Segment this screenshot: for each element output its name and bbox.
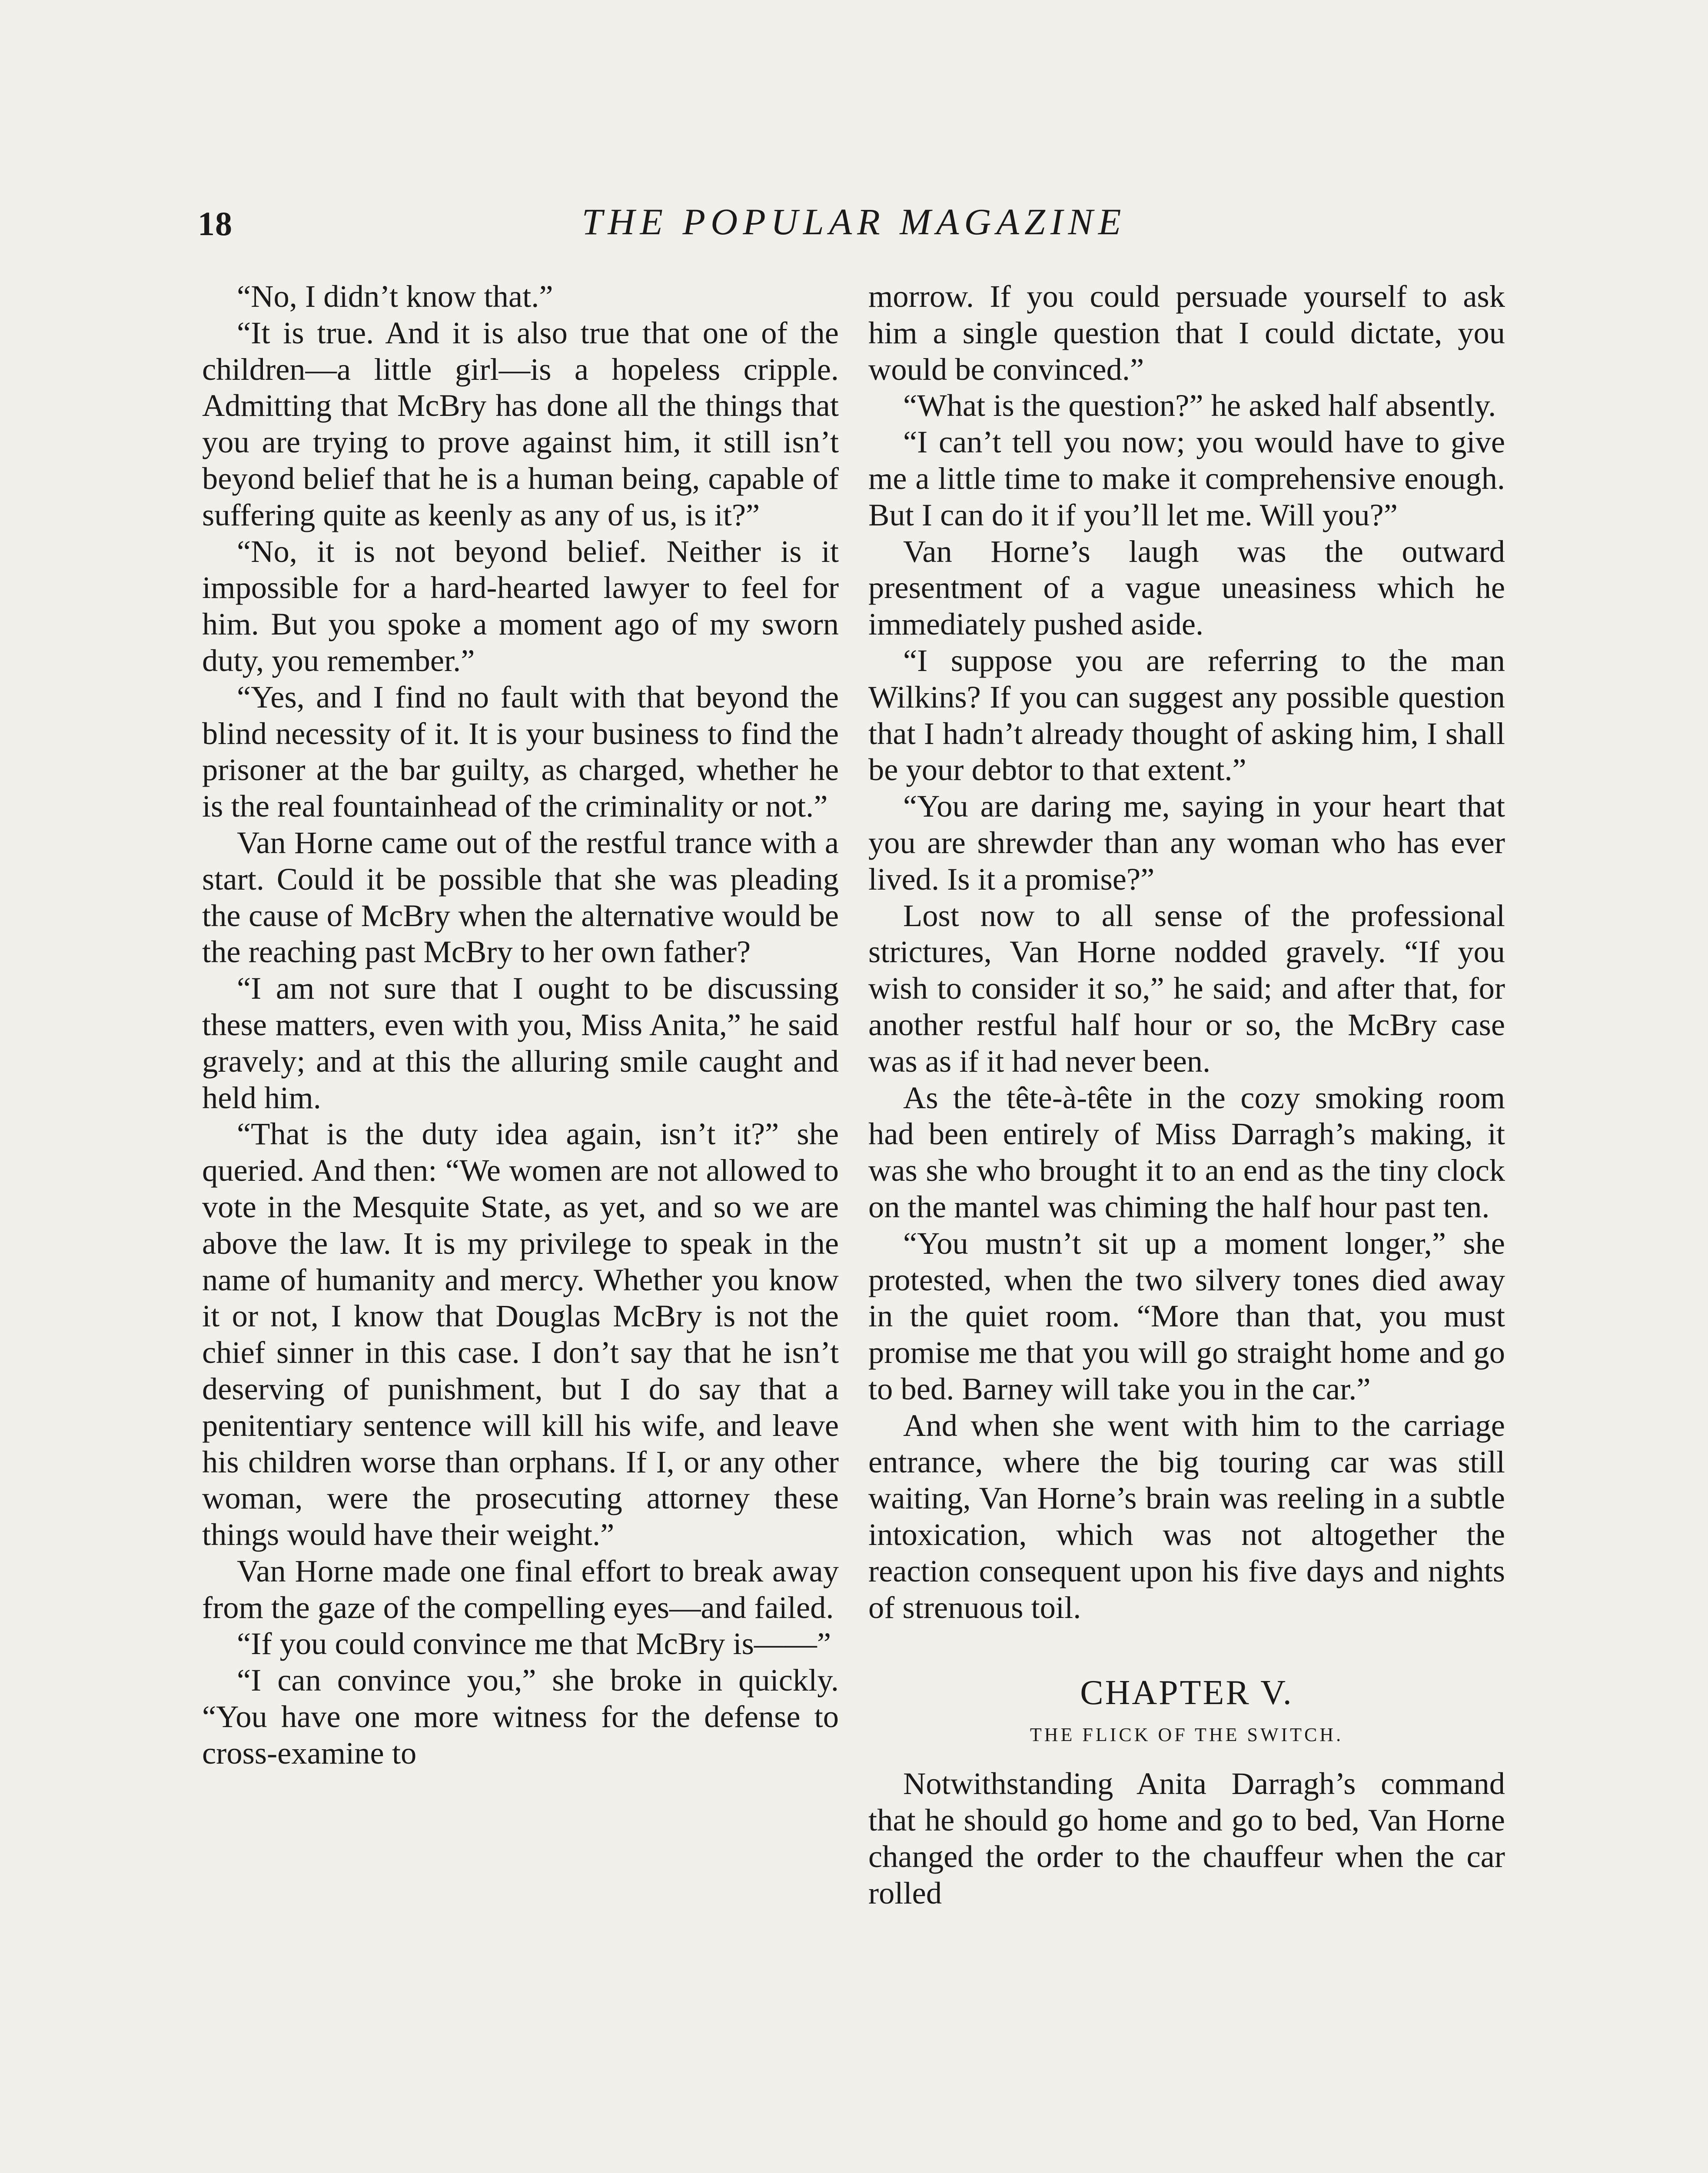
left-column xyxy=(202,278,839,1771)
paragraph: “I am not sure that I ought to be discussing these matters, even with you, Miss Anita,” he said gravely; and at this the alluring smile caught and held him. xyxy=(202,970,839,1115)
running-head: THE POPULAR MAGAZINE xyxy=(582,201,1126,243)
paragraph: “No, I didn’t know that.” xyxy=(237,279,553,314)
paragraph: “I can convince you,” she broke in quickly. “You have one more witness for the defense to cross-examine to xyxy=(202,1662,839,1771)
paragraph: “You are daring me, saying in your heart that you are shrewder than any woman who has ever lived. Is it a promise?” xyxy=(868,788,1505,897)
paragraph: Van Horne came out of the restful trance with a start. Could it be possible that she was pleading the cause of McBry when the alternative would be the reaching past McBry to her own father? xyxy=(202,824,839,970)
paragraph: And when she went with him to the carriage entrance, where the big touring car was still waiting, Van Horne’s brain was reeling in a subtle intoxication, which was not altogether the reaction consequent upon his five days and nights of strenuous toil. xyxy=(868,1407,1505,1625)
paragraph: As the tête-à-tête in the cozy smoking room had been entirely of Miss Darragh’s making, it was she who brought it to an end as the tiny clock on the mantel was chiming the half hour past ten. xyxy=(868,1080,1505,1224)
paragraph: “That is the duty idea again, isn’t it?” she queried. And then: “We women are not allowed to vote in the Mesquite State, as yet, and so we are above the law. It is my privilege to speak in the name of humanity and mercy. Whether you know it or not, I know that Douglas McBry is not the chief sinner in this case. I don’t say that he isn’t deserving of punishment, but I do say that a penitentiary sentence will kill his wife, and leave his children worse than orphans. If I, or any other woman, were the prosecuting attorney these things would have their weight.” xyxy=(202,1116,839,1552)
paragraph: Lost now to all sense of the professional strictures, Van Horne nodded gravely. “If you wish to consider it so,” he said; and after that, for another restful half hour or so, the McBry case was as if it had never been. xyxy=(868,897,1505,1079)
paragraph: “I suppose you are referring to the man Wilkins? If you can suggest any possible question that I hadn’t already thought of asking him, I shall be your debtor to that extent.” xyxy=(868,642,1505,787)
paragraph-continued: morrow. If you could persuade yourself to ask him a single question that I could dictate, you would be convinced.” xyxy=(868,279,1505,387)
chapter-opening-paragraph: Notwithstanding Anita Darragh’s command that he should go home and go to bed, Van Horne changed the order to the chauffeur when the car rolled xyxy=(868,1766,1505,1911)
page-number: 18 xyxy=(198,205,233,243)
right-column xyxy=(868,278,1505,1911)
paragraph: “What is the question?” he asked half absently. xyxy=(903,388,1496,423)
paragraph: “If you could convince me that McBry is——” xyxy=(237,1626,831,1661)
paragraph: “You mustn’t sit up a moment longer,” she protested, when the two silvery tones died away in the quiet room. “More than that, you must promise me that you will go straight home and go to bed. Barney will take you in the car.” xyxy=(868,1225,1505,1406)
chapter-heading: CHAPTER V. xyxy=(1080,1674,1293,1712)
page-header xyxy=(0,198,1708,250)
paragraph: “It is true. And it is also true that one of the children—a little girl—is a hopeless cripple. Admitting that McBry has done all the things that you are trying to prove against him, it still isn’t beyond belief that he is a human being, capable of suffering quite as keenly as any of us, is it?” xyxy=(202,315,839,532)
paragraph: “Yes, and I find no fault with that beyond the blind necessity of it. It is your business to find the prisoner at the bar guilty, as charged, whether he is the real fountainhead of the criminality or not.” xyxy=(202,679,839,824)
paragraph: Van Horne’s laugh was the outward presentment of a vague uneasiness which he immediately pushed aside. xyxy=(868,533,1505,642)
paragraph: Van Horne made one final effort to break away from the gaze of the compelling eyes—and failed. xyxy=(202,1553,839,1625)
paragraph: “No, it is not beyond belief. Neither is it impossible for a hard-hearted lawyer to feel for him. But you spoke a moment ago of my sworn duty, you remember.” xyxy=(202,533,839,678)
chapter-subtitle: THE FLICK OF THE SWITCH. xyxy=(1030,1724,1344,1746)
paragraph: “I can’t tell you now; you would have to give me a little time to make it comprehensive enough. But I can do it if you’ll let me. Will you?” xyxy=(868,424,1505,532)
